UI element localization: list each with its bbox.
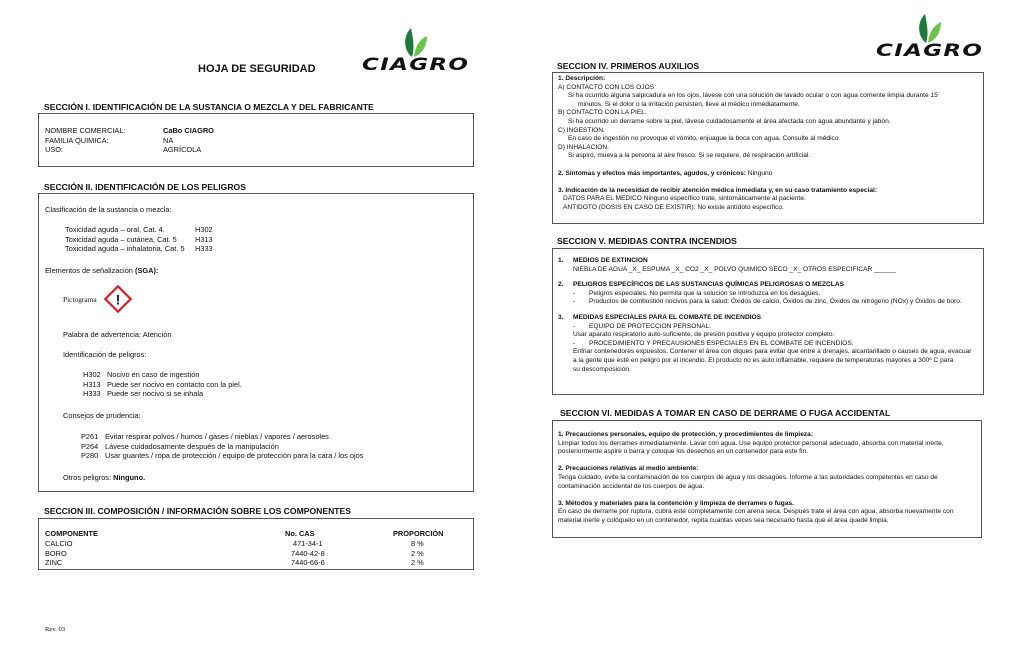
- elements-text: Elementos de señalización: [45, 266, 135, 275]
- class-code: H302: [195, 225, 213, 234]
- cell: CALCIO: [45, 539, 73, 548]
- pictogram-label: Pictograma: [63, 295, 97, 304]
- line-text: material inerte y colóquelo en un contenedor, repita cuantas veces sea necesario hasta que el área quede limpia.: [558, 516, 889, 524]
- sec3-title: SECCION III. COMPOSICIÓN / INFORMACIÓN SOBRE LOS COMPONENTES: [44, 506, 352, 516]
- line-text: 2. Precauciones relativas al medio ambiente:: [558, 465, 699, 473]
- pictogram-symbol: !: [115, 291, 121, 308]
- extinction-media: NIEBLA DE AGUA _X_ ESPUMA _X_ CO2 _X_ POLVO QUIMICO SECO _X_ OTROS ESPECIFICAR ______: [573, 265, 897, 273]
- brand-logo: [362, 26, 470, 76]
- table-body: [45, 539, 469, 571]
- text-line: [558, 92, 978, 101]
- advice-text: Lávese cuidadosamente después de la manipulación: [105, 441, 279, 451]
- line-text: En caso de derrame por ruptura, cubra este completamente con arena seca. Después trate el área con agua, absorba nuevamente con: [558, 508, 954, 516]
- sec2-title: SECCIÓN II. IDENTIFICACIÓN DE LOS PELIGROS: [44, 182, 246, 192]
- line-text: minutos. Si el dolor o la irritación persisten, lleve al médico inmediatamente.: [578, 100, 800, 108]
- line-text: 3. Métodos y materiales para la contención y limpieza de derrames o fugas.: [558, 499, 794, 507]
- sec4-box: [552, 72, 984, 224]
- leaf-icon: [913, 12, 943, 44]
- class-code: H313: [195, 234, 213, 244]
- sec5-box: [552, 248, 984, 395]
- text-line: [558, 187, 978, 196]
- text-line: [558, 331, 980, 340]
- text-line: [558, 457, 978, 466]
- class-text: Toxicidad aguda – inhalatoria, Cat. 5: [65, 244, 185, 254]
- text-line: [558, 491, 978, 500]
- text-line: [558, 340, 980, 349]
- revision: Rev. 03: [45, 626, 66, 633]
- cell: 2 %: [411, 558, 424, 568]
- text-line: [558, 127, 978, 136]
- advice-code: P264: [81, 441, 99, 451]
- label: FAMILIA QUIMICA:: [45, 135, 109, 145]
- line-text: 1. Descripción:: [558, 75, 606, 82]
- signal-word: Palabra de advertencia: Atención: [63, 330, 172, 339]
- text-line: [558, 366, 980, 375]
- class-text: Toxicidad aguda – oral, Cat. 4.: [65, 225, 165, 234]
- cell: 8 %: [411, 539, 424, 548]
- line-tail: Ninguno: [747, 169, 773, 177]
- sec4-title: SECCION IV. PRIMEROS AUXILIOS: [557, 61, 700, 71]
- line-text: C) INGESTION.: [558, 126, 605, 134]
- bullet: -: [573, 339, 576, 347]
- hazard-code: H313: [83, 379, 101, 389]
- col-component: COMPONENTE: [45, 529, 98, 538]
- line-text: Si ha ocurrido un derrame sobre la piel, lávese cuidadosamente el área afectada con agua abundante y jabón.: [568, 117, 891, 125]
- bullet: -: [573, 322, 576, 330]
- sec1-title: SECCIÓN I. IDENTIFICACIÓN DE LA SUSTANCIA O MEZCLA Y DEL FABRICANTE: [44, 102, 374, 112]
- text-line: [558, 440, 978, 449]
- item-number: 2.: [558, 281, 564, 289]
- elements-label: [45, 266, 158, 276]
- sec1-box: [38, 113, 474, 167]
- line-text: 3. Indicación de la necesidad de recibir atención médica inmediata y, en su caso tratamiento especial:: [558, 186, 878, 194]
- sec2-box: [38, 193, 474, 492]
- text-line: [558, 517, 978, 526]
- classification-label: Clasificación de la sustancia o mezcla:: [45, 205, 172, 214]
- line-text: 1. Precauciones personales, equipo de protección, y procedimientos de limpieza:: [558, 431, 814, 438]
- line-text: ANTIDOTO (DOSIS EN CASO DE EXISTIR): No existe antídoto específico.: [563, 203, 784, 211]
- col-proportion: PROPORCIÓN: [393, 529, 444, 538]
- line-text: A) CONTACTO CON LOS OJOS: [558, 83, 655, 91]
- line-text: su descomposición.: [573, 365, 631, 373]
- first-aid-text: [558, 75, 978, 213]
- sec5-title: SECCION V. MEDIDAS CONTRA INCENDIOS: [557, 236, 737, 246]
- sec6-title: SECCION VI. MEDIDAS A TOMAR EN CASO DE DERRAME O FUGA ACCIDENTAL: [560, 408, 891, 418]
- other-value: Ninguno.: [113, 473, 146, 482]
- line-text: Limpiar todos los derrames inmediatamente. Lavar con agua. Use equipo protector personal adecuado, absorba con material inerte,: [558, 439, 944, 447]
- exclamation-hazard-icon: [103, 284, 133, 314]
- label: USO:: [45, 145, 64, 155]
- line-text: a la gente que esté en peligro por el incendio. El producto no es auto inflamable, requiere de temperaturas mayores a 300º C para: [573, 356, 954, 364]
- page-title: HOJA DE SEGURIDAD: [198, 63, 316, 75]
- bullet-text: Peligros especiales. No permita que la solución se introduzca en los desagües.: [589, 289, 821, 297]
- text-line: [558, 84, 978, 93]
- advice-text: Evitar respirar polvos / humos / gases / nieblas / vapores / aerosoles: [105, 432, 329, 441]
- text-line: [558, 431, 978, 440]
- fire-measures: 1. MEDIOS DE EXTINCION NIEBLA DE AGUA _X_ ESPUMA _X_ CO2 _X_ POLVO QUIMICO SECO _X_ OTROS ESPECIFICAR ______ 2. PELIGROS ESPECÍFICOS DE LAS SUSTANCIAS QUÍMICAS PELIGROSAS O MEZCLAS - Peligros especiales. No permita que la solución se introduzca en los desagües. - Productos de combustión nocivos para la salud: Óxidos de calcio, Óxidos de zinc, Óxidos de nitrógeno (NOx) y Óxidos de boro. 3. MEDIDAS ESPECIALES PARA EL COMBATE DE INCENDIOS - EQUIPO DE PROTECCION PERSONAL. Usar aparato respiratorio auto-suficiente, de presión positiva y equipo protector completo. - PROCEDIMIENTO Y PRECAUSIONES ESPECIALES EN EL COMBATE DE INCENDIOS. Enfriar contenedores expuestos. Contener el área con diques para evitar que entre a drenajes, alcantarillado o causes de agua, evacuar a la gente que esté en peligro por el incendio. El producto no es auto inflamable, requiere de temperaturas mayores a 300º C para su descomposición.: [558, 257, 980, 374]
- sec3-box: [38, 518, 474, 570]
- text-line: [558, 508, 978, 517]
- line-text: 2. Síntomas y efectos más importantes, agudos, y crónicos:: [558, 169, 748, 177]
- hazard-list: [83, 370, 242, 399]
- advice-code: P261: [81, 432, 99, 441]
- special-measures: [558, 323, 980, 375]
- text-line: [558, 448, 978, 457]
- item-title: MEDIOS DE EXTINCION: [573, 257, 648, 264]
- spill-text: [558, 431, 978, 526]
- line-text: EQUIPO DE PROTECCION PERSONAL.: [589, 322, 712, 330]
- cell: 471-34-1: [293, 539, 323, 548]
- cell: BORO: [45, 548, 67, 558]
- text-line: [558, 118, 978, 127]
- value: NA: [163, 135, 174, 145]
- advice-list: [81, 432, 363, 461]
- sec6-box: [552, 420, 982, 538]
- elements-sga: (SGA):: [134, 266, 159, 275]
- item-number: 3.: [558, 313, 564, 321]
- cell: ZINC: [45, 558, 63, 568]
- advice-code: P280: [81, 451, 99, 461]
- cell: 2 %: [411, 548, 424, 558]
- line-text: Enfriar contenedores expuestos. Contener el área con diques para evitar que entre a drenajes, alcantarillado o causes de agua, evacuar: [573, 348, 972, 356]
- line-text: Tenga cuidado, evite la contaminación de los cuerpos de agua y los desagües. Informe a las autoridades competentes en caso de: [558, 473, 938, 481]
- text-line: [558, 483, 978, 492]
- line-text: Usar aparato respiratorio auto-suficiente, de presión positiva y equipo protector completo.: [573, 331, 835, 339]
- text-line: [558, 144, 978, 153]
- item-title: MEDIDAS ESPECIALES PARA EL COMBATE DE INCENDIOS: [573, 313, 762, 321]
- brand-name: CIAGRO: [876, 41, 984, 61]
- line-text: DATOS PARA EL MEDICO Ninguno específico trate, sintomáticamente al paciente.: [563, 195, 806, 203]
- text-line: [558, 152, 978, 161]
- text-line: [558, 357, 980, 366]
- hazard-code: H302: [83, 370, 101, 379]
- class-text: Toxicidad aguda – cutánea, Cat. 5: [65, 234, 177, 244]
- hazard-text: Puede ser nocivo en contacto con la piel.: [107, 379, 242, 389]
- cell: 7440-66-6: [291, 558, 325, 568]
- class-code: H333: [195, 244, 213, 254]
- other-hazards: [63, 473, 145, 483]
- line-text: B) CONTACTO CON LA PIEL.: [558, 109, 647, 117]
- text-line: [558, 109, 978, 118]
- value: CaBo CIAGRO: [163, 126, 214, 135]
- text-line: [558, 323, 980, 332]
- line-text: En caso de ingestión no provoque el vómito, enjuague la boca con agua. Consulte al médico: [568, 135, 839, 143]
- hazard-text: Puede ser nocivo si se inhala: [107, 389, 204, 399]
- hazards-label: Identificación de peligros:: [63, 350, 147, 359]
- advice-text: Usar guantes / ropa de protección / equipo de protección para la cara / los ojos: [105, 451, 364, 461]
- text-line: [558, 195, 978, 204]
- text-line: [558, 75, 978, 84]
- sec1-rows: [45, 126, 214, 155]
- bullet-text: Productos de combustión nocivos para la salud: Óxidos de calcio, Óxidos de zinc, Óxidos de nitrógeno (NOx) y Óxidos de boro.: [589, 298, 962, 306]
- item-title: PELIGROS ESPECÍFICOS DE LAS SUSTANCIAS QUÍMICAS PELIGROSAS O MEZCLAS: [573, 281, 844, 289]
- brand-name: CIAGRO: [362, 55, 470, 75]
- hazard-text: Nocivo en caso de ingestión: [107, 370, 200, 379]
- leaf-icon: [399, 26, 429, 58]
- hazard-code: H333: [83, 389, 101, 399]
- text-line: [558, 500, 978, 509]
- text-line: [558, 161, 978, 170]
- text-line: [558, 178, 978, 187]
- col-cas: No. CAS: [285, 529, 315, 538]
- line-text: D) INHALACION.: [558, 143, 609, 151]
- line-text: posteriormente aspire o barra y coloque los desechos en un contenedor para este fin.: [558, 448, 808, 456]
- brand-logo: [876, 12, 984, 62]
- text-line: [558, 135, 978, 144]
- line-text: Si aspiró, mueva a la persona al aire fresco. Si se requiere, dé respiración artificial.: [568, 152, 811, 160]
- class-list: [65, 225, 213, 254]
- text-line: [558, 204, 978, 213]
- label: NOMBRE COMERCIAL:: [45, 126, 126, 135]
- text-line: [558, 465, 978, 474]
- line-text: Si ha ocurrido alguna salpicadura en los ojos, lávese con una solución de lavado ocular o con agua corriente limpia durante 15: [568, 92, 938, 100]
- text-line: [558, 348, 980, 357]
- text-line: [558, 474, 978, 483]
- item-number: 1.: [558, 257, 564, 264]
- other-label: Otros peligros:: [63, 473, 114, 482]
- text-line: [558, 170, 978, 179]
- value: AGRÍCOLA: [163, 145, 202, 155]
- text-line: [558, 101, 978, 110]
- advice-label: Consejos de prudencia:: [63, 411, 141, 420]
- line-text: contaminación accidental de los cuerpos de agua.: [558, 482, 705, 490]
- cell: 7440-42-8: [291, 548, 325, 558]
- line-text: PROCEDIMIENTO Y PRECAUSIONES ESPECIALES EN EL COMBATE DE INCENDIOS.: [589, 339, 854, 347]
